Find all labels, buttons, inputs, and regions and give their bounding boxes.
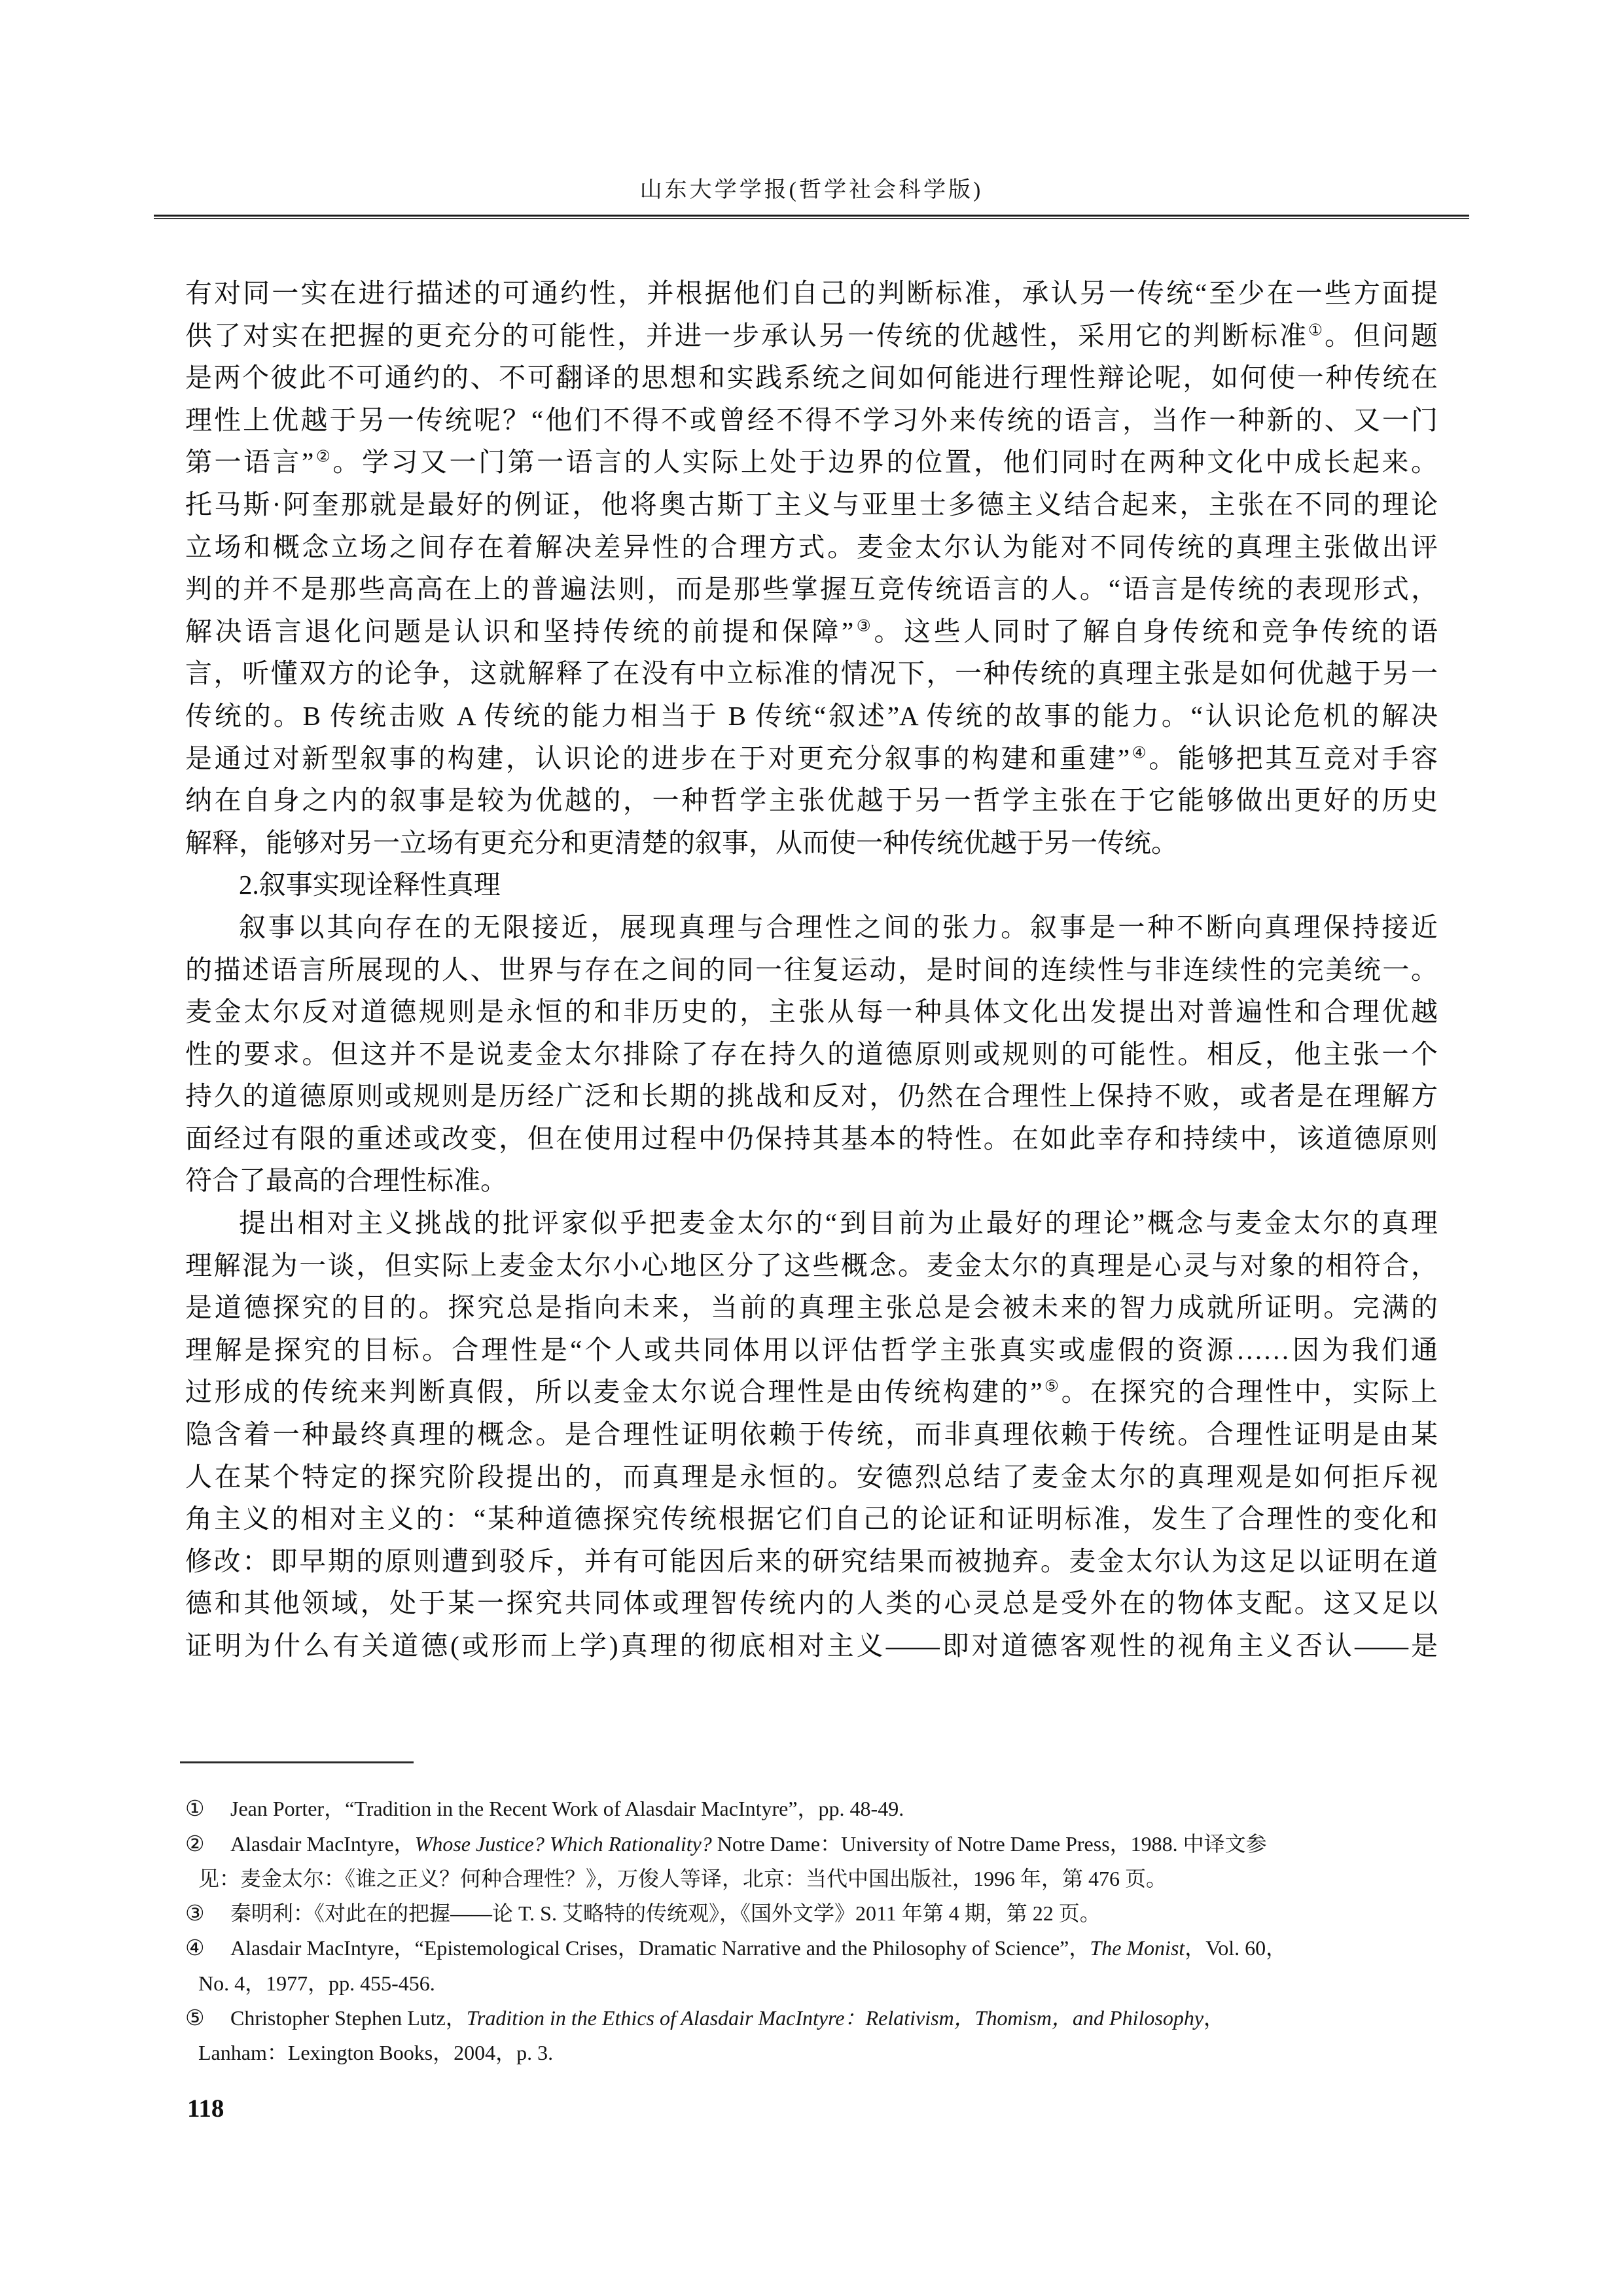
footnote-continuation (185, 2036, 1440, 2070)
body-line: 言，听懂双方的论争，这就解释了在没有中立标准的情况下，一种传统的真理主张是如何优越于另一 (185, 658, 1438, 689)
body-line: 有对同一实在进行描述的可通约性，并根据他们自己的判断标准，承认另一传统“至少在一些方面提 (185, 278, 1438, 308)
body-line: 是两个彼此不可通约的、不可翻译的思想和实践系统之间如何能进行理性辩论呢，如何使一种传统在 (185, 362, 1438, 393)
body-line: 修改：即早期的原则遭到驳斥，并有可能因后来的研究结果而被抛弃。麦金太尔认为这足以证明在道 (185, 1545, 1438, 1576)
body-line: 是通过对新型叙事的构建，认识论的进步在于对更充分叙事的构建和重建”④。能够把其互竞对手容 (185, 743, 1438, 773)
footnote-text: Alasdair MacIntyre，“Epistemological Crises，Dramatic Narrative and the Philosophy of Science”，The Monist，Vol. 60， (230, 1936, 1287, 1960)
footnote-marker: ⑤ (185, 2006, 205, 2030)
footnote-item (185, 1827, 1440, 1862)
footnote-item (185, 2001, 1440, 2036)
footnotes (185, 1792, 1440, 2070)
section-heading: 2.叙事实现诠释性真理 (239, 870, 501, 900)
footnote-text: 秦明利：《对此在的把握——论 T. S. 艾略特的传统观》，《国外文学》2011 年第 4 期，第 22 页。 (230, 1901, 1101, 1925)
page-number: 118 (187, 2094, 224, 2123)
article-body (185, 272, 1438, 1667)
footnote-item (185, 1896, 1440, 1932)
body-line: 面经过有限的重述或改变，但在使用过程中仍保持其基本的特性。在如此幸存和持续中，该道德原则 (185, 1123, 1438, 1154)
body-line: 性的要求。但这并不是说麦金太尔排除了存在持久的道德原则或规则的可能性。相反，他主张一个 (185, 1038, 1438, 1069)
header-divider-rule (154, 215, 1469, 219)
body-line: 过形成的传统来判断真假，所以麦金太尔说合理性是由传统构建的”⑤。在探究的合理性中，实际上 (185, 1377, 1438, 1407)
body-line: 托马斯·阿奎那就是最好的例证，他将奥古斯丁主义与亚里士多德主义结合起来，主张在不同的理论 (185, 489, 1438, 520)
footnote-text: Alasdair MacIntyre，Whose Justice? Which Rationality? Notre Dame：University of Notre Dame Press，1988. 中译文参 (230, 1831, 1267, 1856)
body-line: 供了对实在把握的更充分的可能性，并进一步承认另一传统的优越性，采用它的判断标准①。但问题 (185, 320, 1438, 351)
footnote-continuation (185, 1966, 1440, 2001)
body-line: 理解是探究的目标。合理性是“个人或共同体用以评估哲学主张真实或虚假的资源……因为我们通 (185, 1334, 1438, 1365)
body-line-paragraph-end: 解释，能够对另一立场有更充分和更清楚的叙事，从而使一种传统优越于另一传统。 (185, 827, 1178, 858)
body-line: 理解混为一谈，但实际上麦金太尔小心地区分了这些概念。麦金太尔的真理是心灵与对象的相符合， (185, 1250, 1438, 1280)
body-line: 传统的。B 传统击败 A 传统的能力相当于 B 传统“叙述”A 传统的故事的能力。“认识论危机的解决 (185, 700, 1438, 731)
body-line-paragraph-start: 提出相对主义挑战的批评家似乎把麦金太尔的“到目前为止最好的理论”概念与麦金太尔的真理 (239, 1208, 1438, 1239)
body-line: 角主义的相对主义的：“某种道德探究传统根据它们自己的论证和证明标准，发生了合理性的变化和 (185, 1504, 1438, 1534)
body-line: 是道德探究的目的。探究总是指向未来，当前的真理主张总是会被未来的智力成就所证明。完满的 (185, 1292, 1438, 1323)
body-line: 判的并不是那些高高在上的普遍法则，而是那些掌握互竞传统语言的人。“语言是传统的表现形式， (185, 574, 1438, 605)
body-line: 人在某个特定的探究阶段提出的，而真理是永恒的。安德烈总结了麦金太尔的真理观是如何拒斥视 (185, 1461, 1438, 1492)
body-line-paragraph-start: 叙事以其向存在的无限接近，展现真理与合理性之间的张力。叙事是一种不断向真理保持接近 (239, 911, 1438, 942)
footnote-marker: ③ (185, 1901, 205, 1926)
body-line: 的描述语言所展现的人、世界与存在之间的同一往复运动，是时间的连续性与非连续性的完美统一。 (185, 954, 1438, 985)
footnote-marker: ④ (185, 1937, 205, 1961)
footnote-text: Christopher Stephen Lutz，Tradition in the Ethics of Alasdair MacIntyre：Relativism，Thomism，and Philosophy， (230, 2005, 1225, 2030)
footnote-text: Lanham：Lexington Books，2004，p. 3. (198, 2041, 554, 2065)
body-line: 持久的道德原则或规则是历经广泛和长期的挑战和反对，仍然在合理性上保持不败，或者是在理解方 (185, 1081, 1438, 1112)
body-line-paragraph-end: 符合了最高的合理性标准。 (185, 1165, 507, 1196)
footnote-text: Jean Porter，“Tradition in the Recent Work of Alasdair MacIntyre”，pp. 48-49. (230, 1797, 904, 1820)
footnote-divider-rule (180, 1761, 414, 1763)
body-line: 第一语言”②。学习又一门第一语言的人实际上处于边界的位置，他们同时在两种文化中成长起来。 (185, 447, 1438, 478)
body-line: 立场和概念立场之间存在着解决差异性的合理方式。麦金太尔认为能对不同传统的真理主张做出评 (185, 531, 1438, 562)
journal-header-title: 山东大学学报(哲学社会科学版) (639, 178, 984, 202)
body-line: 麦金太尔反对道德规则是永恒的和非历史的，主张从每一种具体文化出发提出对普遍性和合理优越 (185, 997, 1438, 1027)
footnote-marker: ① (185, 1797, 205, 1821)
footnote-text: No. 4，1977，pp. 455-456. (198, 1971, 435, 1995)
body-line: 证明为什么有关道德(或形而上学)真理的彻底相对主义——即对道德客观性的视角主义否认——是 (185, 1631, 1438, 1661)
body-line: 德和其他领域，处于某一探究共同体或理智传统内的人类的心灵总是受外在的物体支配。这又足以 (185, 1588, 1438, 1619)
footnote-marker: ② (185, 1832, 205, 1856)
body-line: 隐含着一种最终真理的概念。是合理性证明依赖于传统，而非真理依赖于传统。合理性证明是由某 (185, 1419, 1438, 1450)
body-line: 理性上优越于另一传统呢？“他们不得不或曾经不得不学习外来传统的语言，当作一种新的、又一门 (185, 404, 1438, 435)
body-line: 纳在自身之内的叙事是较为优越的，一种哲学主张优越于另一哲学主张在于它能够做出更好的历史 (185, 785, 1438, 816)
body-line: 解决语言退化问题是认识和坚持传统的前提和保障”③。这些人同时了解自身传统和竞争传统的语 (185, 616, 1438, 646)
footnote-text: 见：麦金太尔：《谁之正义？何种合理性？》，万俊人等译，北京：当代中国出版社，1996 年，第 476 页。 (198, 1867, 1168, 1891)
footnote-item (185, 1931, 1440, 1966)
footnote-item (185, 1792, 1440, 1827)
footnote-continuation (185, 1862, 1440, 1896)
